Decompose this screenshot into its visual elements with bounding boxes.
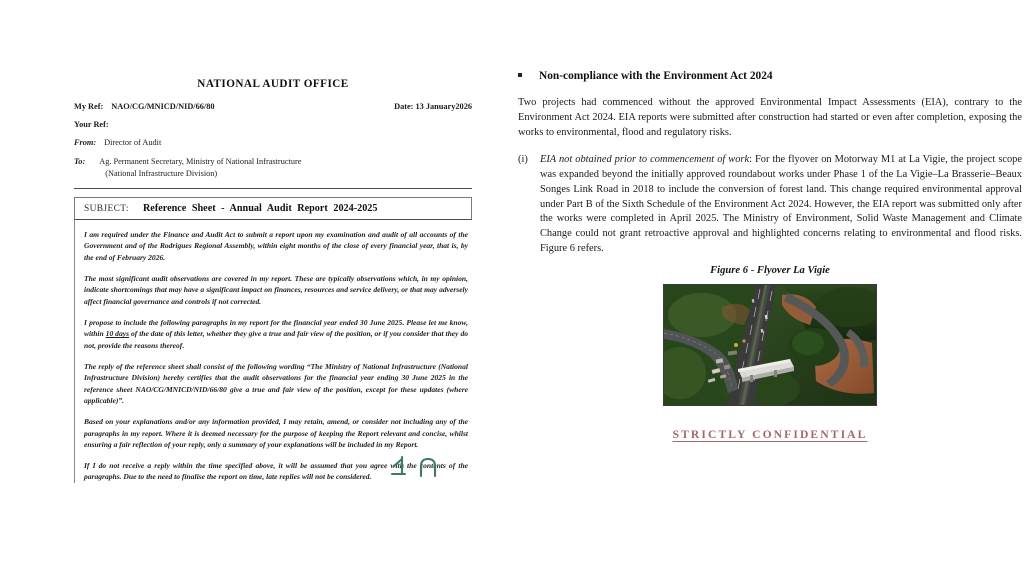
letter-paragraph: I propose to include the following paragraphs in my report for the financial year ended 30 June 2025. Please let me know, within 10 days of the date of this letter, whether they give a true and fair view of the position, or if you consider that they do not, provide the reasons thereof. bbox=[84, 317, 468, 350]
subject-box bbox=[74, 197, 472, 220]
letter-paragraph: The reply of the reference sheet shall consist of the following wording “The Ministry of National Infrastructure (National Infrastructure Division) hereby certifies that the audit observations for the financial year ending 30 June 2025 in the reference sheet NAO/CG/MNICD/NID/66/80 give a true and fair view of the position, except for these updates (where applicable)”. bbox=[84, 361, 468, 406]
your-ref-row bbox=[74, 120, 472, 130]
from-label: From: bbox=[74, 138, 97, 148]
figure-caption: Figure 6 - Flyover La Vigie bbox=[710, 264, 830, 276]
letter-body bbox=[74, 220, 472, 483]
letter-date: Date: 13 January2026 bbox=[394, 102, 472, 111]
intro-paragraph: Two projects had commenced without the approved Environmental Impact Assessments (EIA), contrary to the Environment Act 2024. EIA reports were submitted after construction had started or even after completion, exposing the works to environmental, flood and regulatory risks. bbox=[518, 97, 1022, 138]
letter-paragraph: If I do not receive a reply within the time specified above, it will be assumed that you agree with the contents of the paragraphs. Due to the need to finalise the report on time, late replies will not be considered. bbox=[84, 460, 468, 482]
subject-text: Reference Sheet - Annual Audit Report 2024-2025 bbox=[142, 202, 378, 214]
right-page bbox=[518, 70, 1022, 441]
figure-block bbox=[518, 265, 1022, 411]
my-ref-row bbox=[74, 102, 472, 112]
to-value bbox=[99, 156, 301, 179]
list-item-marker: (i) bbox=[518, 154, 528, 166]
section-heading-text: Non-compliance with the Environment Act 2024 bbox=[539, 70, 773, 82]
figure-frame bbox=[663, 284, 877, 406]
subject-label: SUBJECT: bbox=[84, 203, 129, 214]
square-bullet-icon bbox=[518, 73, 522, 77]
list-item bbox=[518, 153, 1022, 256]
my-ref-value: NAO/CG/MNICD/NID/66/80 bbox=[111, 102, 215, 111]
from-value: Director of Audit bbox=[104, 138, 162, 148]
confidential-notice: STRICTLY CONFIDENTIAL bbox=[672, 427, 868, 441]
letter-paragraph: The most significant audit observations are covered in my report. These are typically observations which, in my opinion, indicate shortcomings that may have a significant impact on finances, resources and service delivery, or that may adversely affect financial governance and controls if not corrected. bbox=[84, 273, 468, 306]
header-divider bbox=[74, 188, 472, 189]
to-label: To: bbox=[74, 157, 86, 167]
letter-paragraph: I am required under the Finance and Audit Act to submit a report upon my examination and audit of all accounts of the Government and of the Rodrigues Regional Assembly, within eight months of the close of every financial year, that is, by the end of February 2026. bbox=[84, 229, 468, 262]
left-page bbox=[74, 78, 472, 538]
aerial-photo-flyover-interchange bbox=[664, 285, 876, 405]
to-value-line2: (National Infrastructure Division) bbox=[105, 168, 218, 178]
your-ref-label: Your Ref: bbox=[74, 120, 109, 130]
list-item-body: EIA not obtained prior to commencement of work: For the flyover on Motorway M1 at La Vigie, the project scope was expanded beyond the initially approved roundabout works under Phase 1 of the La Vigie–La Brasserie–Beaux Songes Link Road in 2018 to include the conversion of forest land. This change required environmental approval under Part B of the Sixth Schedule of the Environment Act 2024. However, the EIA report was submitted only after the works were completed in April 2025. The Ministry of Environment, Solid Waste Management and Climate Change could not grant retroactive approval and highlighted concerns relating to environmental and flood risks. Figure 6 refers. bbox=[540, 154, 1022, 254]
to-row bbox=[74, 156, 472, 179]
letter-paragraph: Based on your explanations and/or any information provided, I may retain, amend, or consider not including any of the paragraphs in my report. Where it is deemed necessary for the purpose of keeping the Report relevant and concise, whilst ensuring a fair reflection of your reply, only a summary of your explanations will be included in my Report. bbox=[84, 417, 468, 449]
to-value-line1: Ag. Permanent Secretary, Ministry of National Infrastructure bbox=[99, 157, 302, 167]
emphasised-deadline: 10 days bbox=[105, 329, 130, 339]
section-heading bbox=[518, 70, 1022, 82]
my-ref-label: My Ref: bbox=[74, 102, 104, 111]
from-row bbox=[74, 138, 472, 148]
list-item-title: EIA not obtained prior to commencement of work bbox=[540, 154, 750, 166]
office-title: NATIONAL AUDIT OFFICE bbox=[197, 78, 349, 90]
